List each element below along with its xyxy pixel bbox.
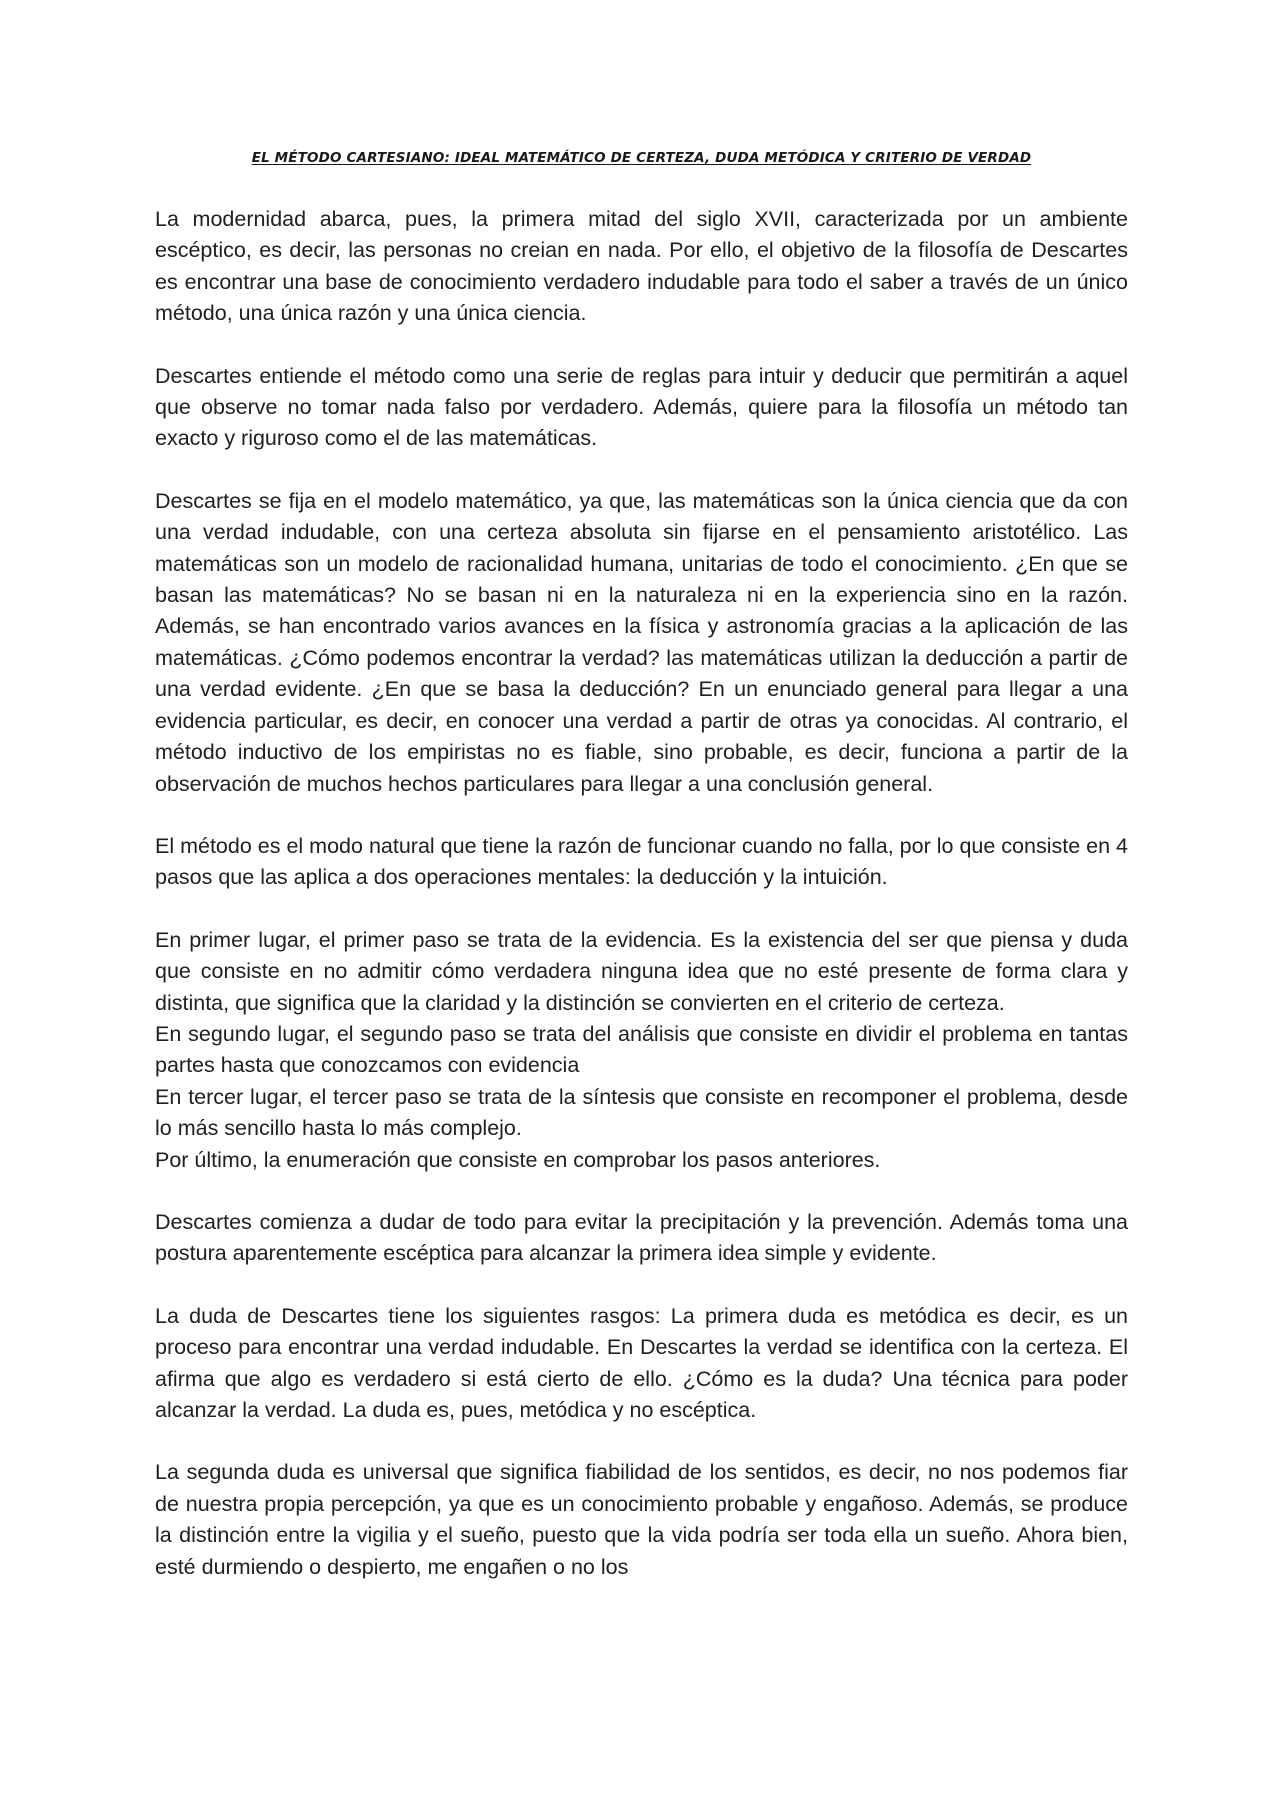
paragraph-paso-enumeracion: Por último, la enumeración que consiste en comprobar los pasos anteriores.: [155, 1147, 881, 1172]
paragraph-duda-metodica: La duda de Descartes tiene los siguientes rasgos: La primera duda es metódica es decir, es un proceso para encontrar una verdad indudable. En Descartes la verdad se identifica con la certeza. El afirma que algo es verdadero si está cierto de ello. ¿Cómo es la duda? Una técnica para poder alcanzar la verdad. La duda es, pues, metódica y no escéptica.: [155, 1303, 1128, 1422]
paragraph-modernidad: La modernidad abarca, pues, la primera mitad del siglo XVII, caracterizada por un ambiente escéptico, es decir, las personas no creian en nada. Por ello, el objetivo de la filosofía de Descartes es encontrar una base de conocimiento verdadero indudable para todo el saber a través de un único método, una única razón y una única ciencia.: [155, 207, 1128, 326]
paragraph-modelo-matematico: Descartes se fija en el modelo matemático, ya que, las matemáticas son la única ciencia que da con una verdad indudable, con una certeza absoluta sin fijarse en el pensamiento aristotélico. Las matemáticas son un modelo de racionalidad humana, unitarias de todo el conocimiento. ¿En que se basan las matemáticas? No se basan ni en la naturaleza ni en la experiencia sino en la razón. Además, se han encontrado varios avances en la física y astronomía gracias a la aplicación de las matemáticas. ¿Cómo podemos encontrar la verdad? las matemáticas utilizan la deducción a partir de una verdad evidente. ¿En que se basa la deducción? En un enunciado general para llegar a una evidencia particular, es decir, en conocer una verdad a partir de otras ya conocidas. Al contrario, el método inductivo de los empiristas no es fiable, sino probable, es decir, funciona a partir de la observación de muchos hechos particulares para llegar a una conclusión general.: [155, 488, 1128, 796]
document-body: [155, 150, 1128, 1583]
paragraph-paso-analisis: En segundo lugar, el segundo paso se trata del análisis que consiste en dividir el problema en tantas partes hasta que conozcamos con evidencia: [155, 1021, 1128, 1078]
paragraph-metodo-reglas: Descartes entiende el método como una serie de reglas para intuir y deducir que permitirán a aquel que observe no tomar nada falso por verdadero. Además, quiere para la filosofía un método tan exacto y riguroso como el de las matemáticas.: [155, 363, 1128, 451]
paragraph-paso-sintesis: En tercer lugar, el tercer paso se trata de la síntesis que consiste en recomponer el problema, desde lo más sencillo hasta lo más complejo.: [155, 1084, 1128, 1141]
paragraph-duda-universal: La segunda duda es universal que significa fiabilidad de los sentidos, es decir, no nos podemos fiar de nuestra propia percepción, ya que es un conocimiento probable y engañoso. Además, se produce la distinción entre la vigilia y el sueño, puesto que la vida podría ser toda ella un sueño. Ahora bien, esté durmiendo o despierto, me engañen o no los: [155, 1460, 1128, 1579]
paragraph-modo-natural: El método es el modo natural que tiene la razón de funcionar cuando no falla, por lo que consiste en 4 pasos que las aplica a dos operaciones mentales: la deducción y la intuición.: [155, 833, 1128, 890]
paragraph-paso-evidencia: En primer lugar, el primer paso se trata de la evidencia. Es la existencia del ser que piensa y duda que consiste en no admitir cómo verdadera ninguna idea que no esté presente de forma clara y distinta, que significa que la claridad y la distinción se convierten en el criterio de certeza.: [155, 927, 1128, 1015]
document-title: EL MÉTODO CARTESIANO: IDEAL MATEMÁTICO DE CERTEZA, DUDA METÓDICA Y CRITERIO DE VERDAD: [251, 150, 1032, 166]
paragraph-dudar-de-todo: Descartes comienza a dudar de todo para evitar la precipitación y la prevención. Además toma una postura aparentemente escéptica para alcanzar la primera idea simple y evidente.: [155, 1209, 1128, 1266]
